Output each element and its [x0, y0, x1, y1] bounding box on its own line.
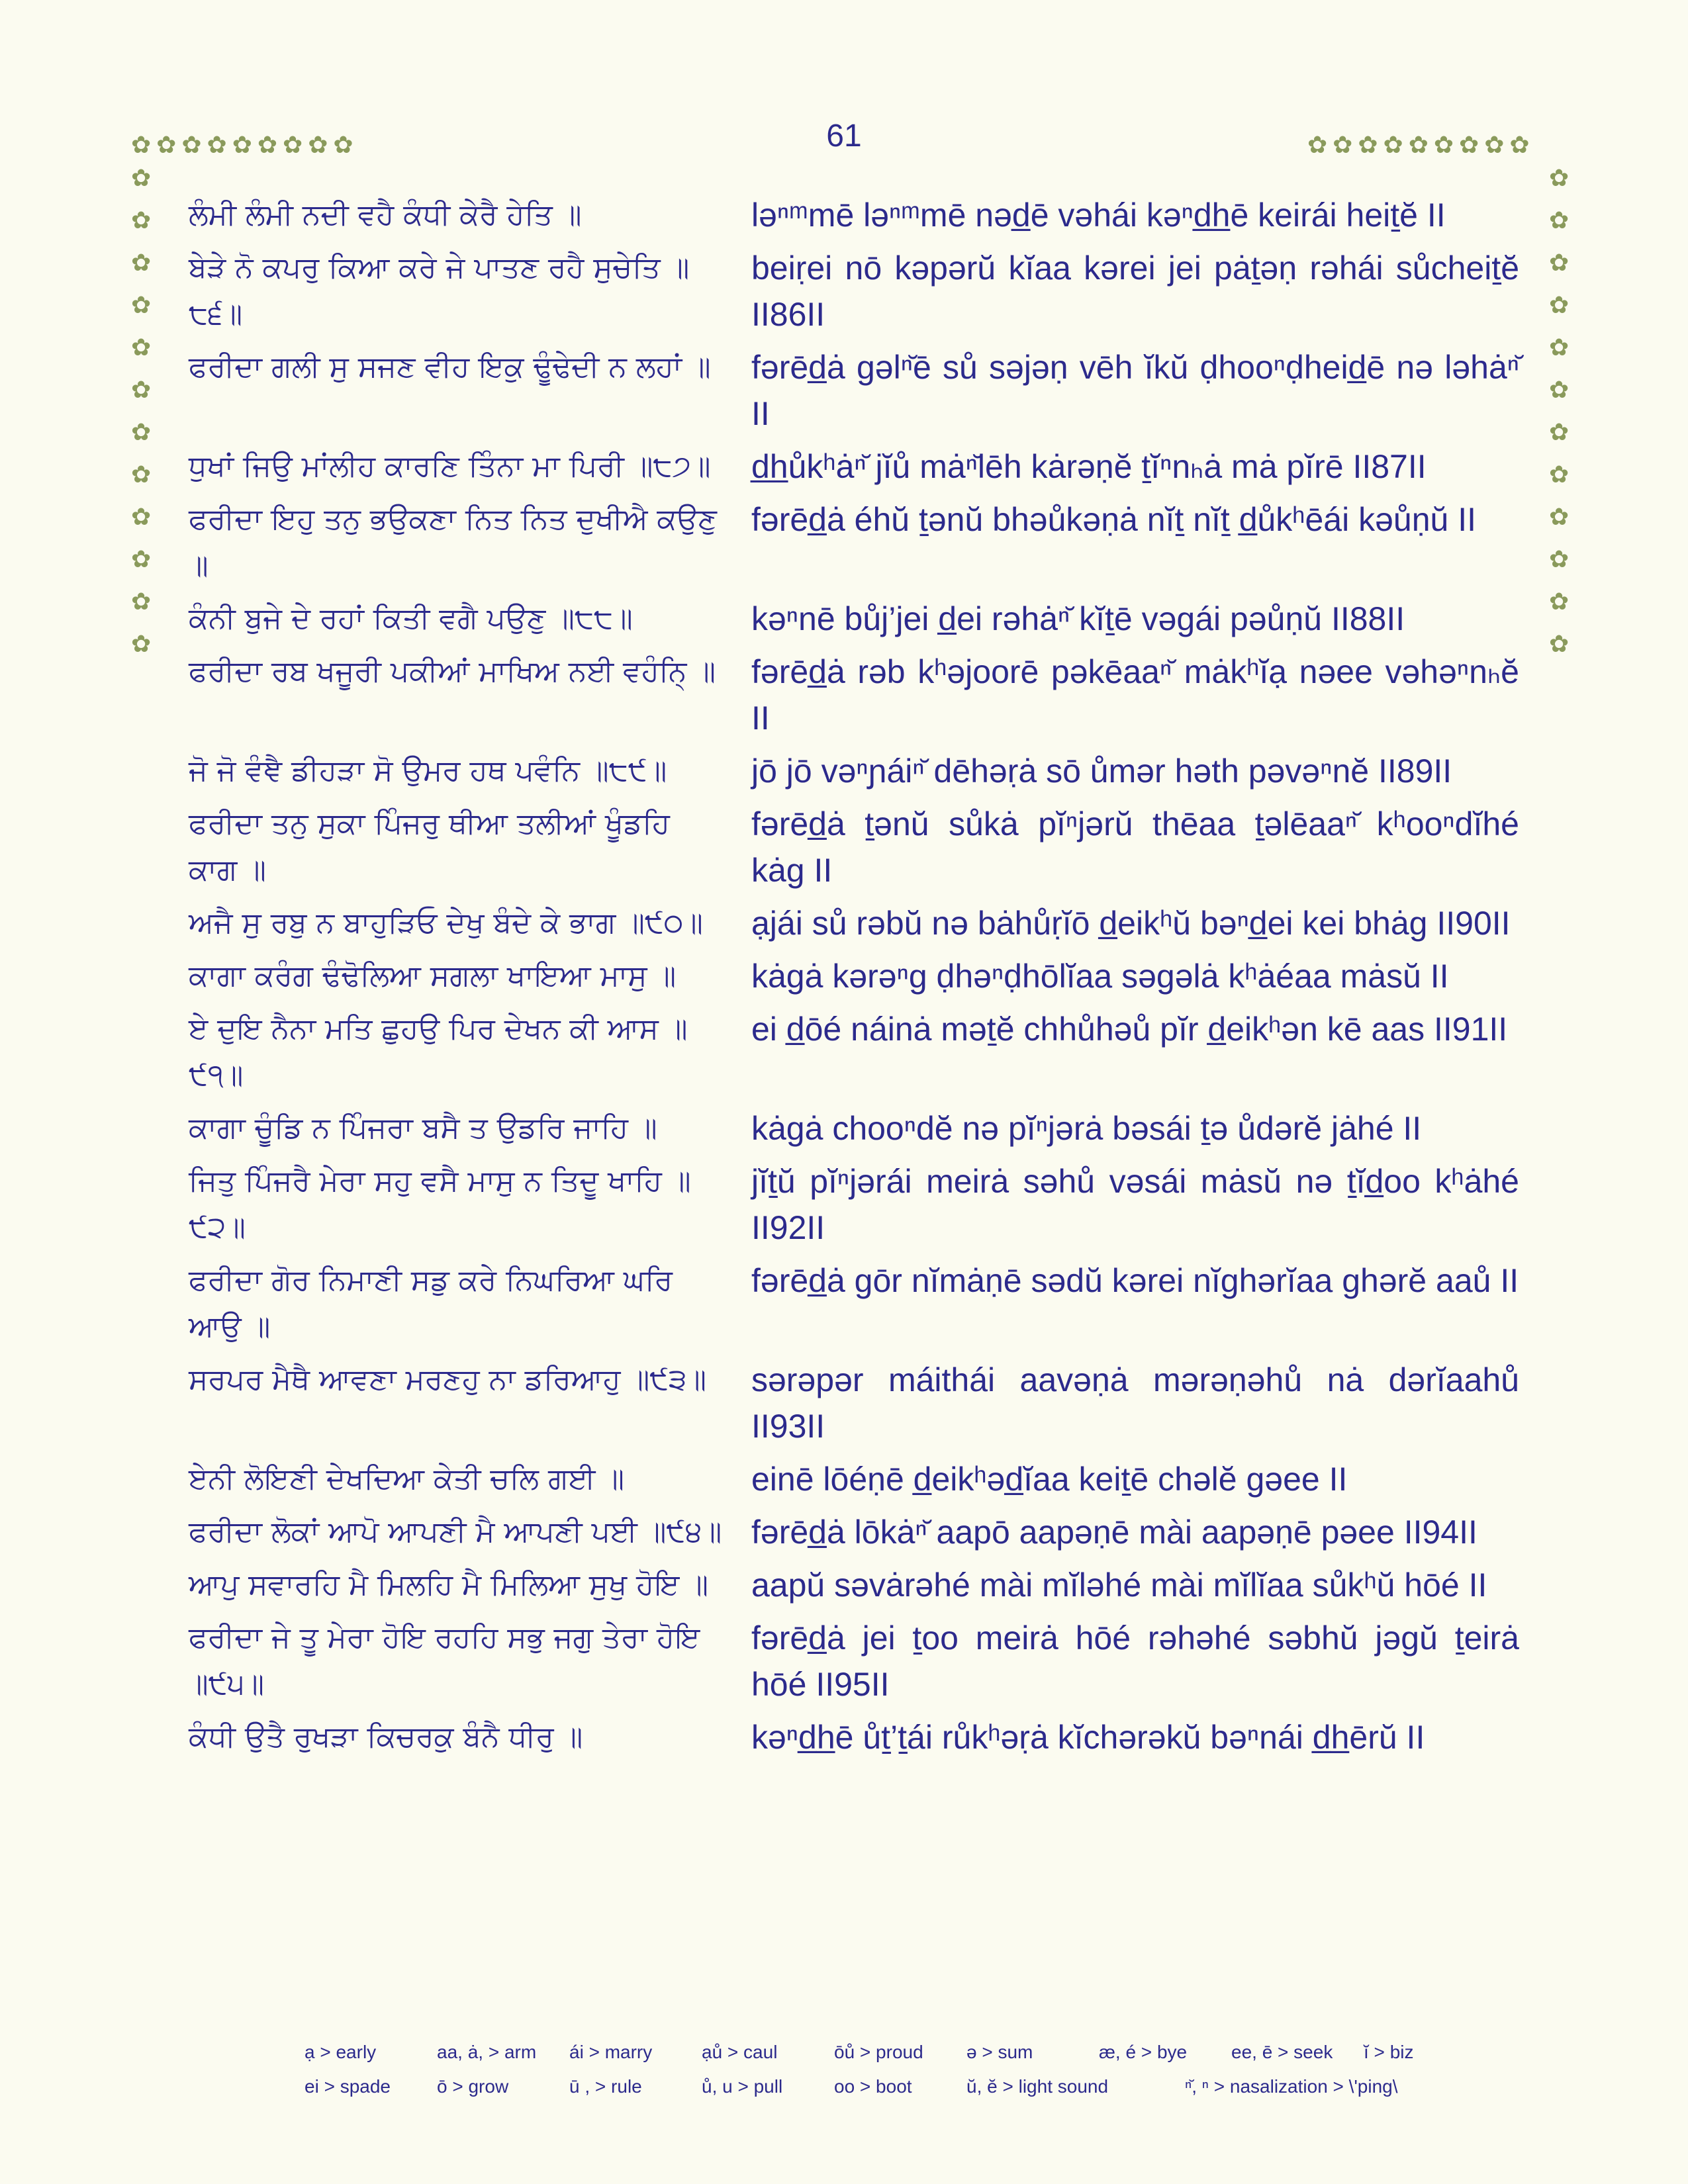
verse-row: [189, 596, 1519, 642]
flower-ornament-icon: ✿: [181, 132, 202, 159]
gurmukhi-line: ਜਿਤੁ ਪਿੰਜਰੈ ਮੇਰਾ ਸਹੁ ਵਸੈ ਮਾਸੁ ਨ ਤਿਦੂ ਖਾਹਿ ॥੯੨॥: [189, 1164, 691, 1244]
legend-item: ạů > caul: [702, 2042, 778, 2062]
flower-ornament-icon: ✿: [1549, 377, 1570, 404]
flower-ornament-icon: ✿: [1484, 132, 1505, 159]
flower-ornament-icon: ✿: [131, 631, 152, 658]
verse-list: [189, 192, 1519, 1767]
legend-item: ái > marry: [569, 2042, 653, 2062]
flower-ornament-icon: ✿: [1549, 631, 1570, 658]
gurmukhi-line: ਬੇੜੇ ਨੋ ਕਪਰੁ ਕਿਆ ਕਰੇ ਜੇ ਪਾਤਣ ਰਹੈ ਸੁਚੇਤਿ ॥੮੬॥: [189, 251, 690, 331]
legend-item: ōů > proud: [834, 2042, 923, 2062]
flower-ornament-icon: ✿: [1549, 292, 1570, 319]
flower-ornament-icon: ✿: [1549, 165, 1570, 192]
verse-row: [189, 748, 1519, 794]
left-ornament-border: [131, 165, 151, 658]
transliteration-line: fərēd̲ȧ lōkȧⁿ̆ aapō aapəṇē mài aapəṇē pəee II94II: [751, 1514, 1477, 1551]
legend-item: ů, u > pull: [702, 2076, 783, 2097]
transliteration-line: einē lōéṇē d̲eikʰəd̲ĭaa keiṯē chəlĕ gəee II: [751, 1461, 1348, 1498]
flower-ornament-icon: ✿: [333, 132, 353, 159]
flower-ornament-icon: ✿: [1549, 588, 1570, 615]
verse-row: [189, 1357, 1519, 1449]
top-left-ornament-border: [131, 132, 353, 159]
transliteration-line: jĭṯŭ pĭⁿjərái meirȧ səhů vəsái mȧsŭ nə ṯĭd̲oo kʰȧhé II92II: [751, 1163, 1519, 1246]
gurmukhi-line: ਕੰਨੀ ਬੁਜੇ ਦੇ ਰਹਾਂ ਕਿਤੀ ਵਗੈ ਪਉਣੁ ॥੮੮॥: [189, 602, 633, 635]
flower-ornament-icon: ✿: [131, 132, 152, 159]
gurmukhi-line: ਫਰੀਦਾ ਰਬ ਖਜੂਰੀ ਪਕੀਆਂ ਮਾਖਿਅ ਨਈ ਵਹੰਨਿ੍ ॥: [189, 655, 716, 688]
flower-ornament-icon: ✿: [131, 165, 152, 192]
flower-ornament-icon: ✿: [1549, 207, 1570, 234]
gurmukhi-line: ਫਰੀਦਾ ਜੇ ਤੂ ਮੇਰਾ ਹੋਇ ਰਹਹਿ ਸਭੁ ਜਗੁ ਤੇਰਾ ਹੋਇ ॥੯੫॥: [189, 1621, 700, 1701]
flower-ornament-icon: ✿: [1408, 132, 1429, 159]
legend-item: ə > sum: [966, 2042, 1033, 2062]
flower-ornament-icon: ✿: [131, 546, 152, 573]
verse-row: [189, 953, 1519, 999]
flower-ornament-icon: ✿: [1358, 132, 1378, 159]
gurmukhi-line: ਆਪੁ ਸਵਾਰਹਿ ਮੈ ਮਿਲਹਿ ਮੈ ਮਿਲਿਆ ਸੁਖੁ ਹੋਇ ॥: [189, 1568, 709, 1602]
legend-item: ĭ > biz: [1364, 2042, 1414, 2062]
verse-row: [189, 1105, 1519, 1152]
transliteration-line: kəⁿd̲h̲ē ůṯ’ṯái růkʰəṛȧ kĭchərəkŭ bəⁿnái d̲h̲ērŭ II: [751, 1719, 1425, 1756]
legend-item: oo > boot: [834, 2076, 912, 2097]
legend-item: æ, é > bye: [1099, 2042, 1188, 2062]
verse-row: [189, 1714, 1519, 1760]
pronunciation-legend: [305, 2042, 1529, 2111]
flower-ornament-icon: ✿: [156, 132, 177, 159]
gurmukhi-line: ਕਾਗਾ ਕਰੰਗ ਢੰਢੋਲਿਆ ਸਗਲਾ ਖਾਇਆ ਮਾਸੁ ॥: [189, 959, 677, 993]
flower-ornament-icon: ✿: [1333, 132, 1353, 159]
verse-row: [189, 1257, 1519, 1350]
verse-row: [189, 1456, 1519, 1502]
flower-ornament-icon: ✿: [1509, 132, 1530, 159]
flower-ornament-icon: ✿: [131, 504, 152, 531]
transliteration-line: fərēd̲ȧ ṯənŭ sůkȧ pĭⁿjərŭ thēaa ṯəlēaaⁿ̆ kʰooⁿdĭhé kȧg II: [751, 805, 1519, 889]
verse-row: [189, 900, 1519, 946]
flower-ornament-icon: ✿: [1549, 419, 1570, 446]
verse-row: [189, 1509, 1519, 1555]
flower-ornament-icon: ✿: [283, 132, 303, 159]
verse-row: [189, 1562, 1519, 1608]
flower-ornament-icon: ✿: [1307, 132, 1328, 159]
flower-ornament-icon: ✿: [131, 334, 152, 361]
gurmukhi-line: ਫਰੀਦਾ ਲੋਕਾਂ ਆਪੋ ਆਪਣੀ ਮੈ ਆਪਣੀ ਪਈ ॥੯੪॥: [189, 1515, 722, 1549]
gurmukhi-line: ਕਾਗਾ ਚੂੰਡਿ ਨ ਪਿੰਜਰਾ ਬਸੈ ਤ ਉਡਰਿ ਜਾਹਿ ॥: [189, 1111, 657, 1145]
transliteration-line: jō jō vəⁿɲáiⁿ̆ dēhəṛȧ sō ůmər həth pəvəⁿnĕ II89II: [751, 752, 1452, 790]
legend-item: ee, ē > seek: [1231, 2042, 1333, 2062]
legend-row: [305, 2042, 1529, 2063]
transliteration-line: fərēd̲ȧ éhŭ ṯənŭ bhəůkəṇȧ nĭṯ nĭṯ d̲ůkʰēái kəůṇŭ II: [751, 501, 1476, 538]
flower-ornament-icon: ✿: [1459, 132, 1479, 159]
verse-row: [189, 344, 1519, 437]
transliteration-line: beiṛei nō kəpərŭ kĭaa kərei jei pȧṯəṇ rəhái sůcheiṯĕ II86II: [751, 250, 1519, 333]
gurmukhi-line: ਸਰਪਰ ਮੈਥੈ ਆਵਣਾ ਮਰਣਹੁ ਨਾ ਡਰਿਆਹੁ ॥੯੩॥: [189, 1363, 707, 1396]
flower-ornament-icon: ✿: [1549, 461, 1570, 488]
transliteration-line: fərēd̲ȧ gəlⁿ̆ē sů səjəṇ vēh ĭkŭ ḍhooⁿḍheid̲ē nə ləhȧⁿ̆ II: [751, 349, 1519, 432]
transliteration-line: aapŭ səvȧrəhé mài mĭləhé mài mĭlĭaa sůkʰŭ hōé II: [751, 1567, 1487, 1604]
page-number: 61: [826, 118, 862, 154]
gurmukhi-line: ਕੰਧੀ ਉਤੈ ਰੁਖੜਾ ਕਿਚਰਕੁ ਬੰਨੈ ਧੀਰੁ ॥: [189, 1720, 583, 1754]
verse-row: [189, 1615, 1519, 1707]
gurmukhi-line: ਧੁਖਾਂ ਜਿਉ ਮਾਂਲੀਹ ਕਾਰਣਿ ਤਿੰਨਾ ਮਾ ਪਿਰੀ ॥੮੭॥: [189, 449, 711, 483]
legend-item: ei > spade: [305, 2076, 391, 2097]
flower-ornament-icon: ✿: [257, 132, 278, 159]
verse-row: [189, 1158, 1519, 1251]
transliteration-line: sərəpər máithái aavəṇȧ mərəṇəhů nȧ dərĭaahů II93II: [751, 1361, 1519, 1445]
flower-ornament-icon: ✿: [131, 419, 152, 446]
verse-row: [189, 192, 1519, 238]
legend-row: [305, 2076, 1529, 2097]
flower-ornament-icon: ✿: [1383, 132, 1403, 159]
flower-ornament-icon: ✿: [1549, 334, 1570, 361]
gurmukhi-line: ਜੋ ਜੋ ਵੰਞੈ ਡੀਹੜਾ ਸੋ ਉਮਰ ਹਥ ਪਵੰਨਿ ॥੮੯॥: [189, 754, 667, 788]
legend-item: ŭ, ĕ > light sound: [966, 2076, 1109, 2097]
flower-ornament-icon: ✿: [1549, 250, 1570, 277]
top-right-ornament-border: [1307, 132, 1530, 159]
gurmukhi-line: ਫਰੀਦਾ ਤਨੁ ਸੁਕਾ ਪਿੰਜਰੁ ਥੀਆ ਤਲੀਆਂ ਖੂੰਡਹਿ ਕਾਗ ॥: [189, 807, 670, 887]
transliteration-line: fərēd̲ȧ rəb kʰəjoorē pəkēaaⁿ̆ mȧkʰĭạ nəee vəhəⁿnₕĕ II: [751, 653, 1519, 737]
transliteration-line: kəⁿnē bůj’jei d̲ei rəhȧⁿ̆ kĭṯē vəgái pəůṇŭ II88II: [751, 600, 1405, 637]
transliteration-line: fərēd̲ȧ jei ṯoo meirȧ hōé rəhəhé səbhŭ jəgŭ ṯeirȧ hōé II95II: [751, 1619, 1519, 1703]
legend-item: aa, ȧ, > arm: [437, 2042, 537, 2062]
verse-row: [189, 245, 1519, 338]
flower-ornament-icon: ✿: [131, 292, 152, 319]
gurmukhi-line: ਫਰੀਦਾ ਇਹੁ ਤਨੁ ਭਉਕਣਾ ਨਿਤ ਨਿਤ ਦੁਖੀਐ ਕਉਣੁ ॥: [189, 502, 717, 582]
gurmukhi-line: ਲੰਮੀ ਲੰਮੀ ਨਦੀ ਵਹੈ ਕੰਧੀ ਕੇਰੈ ਹੇਤਿ ॥: [189, 198, 582, 232]
flower-ornament-icon: ✿: [1433, 132, 1454, 159]
gurmukhi-line: ਫਰੀਦਾ ਗਲੀ ਸੁ ਸਜਣ ਵੀਹ ਇਕੁ ਢੂੰਢੇਦੀ ਨ ਲਹਾਂ ॥: [189, 350, 711, 384]
transliteration-line: ạjái sů rəbŭ nə bȧhůṛĭō d̲eikʰŭ bəⁿd̲ei kei bhȧg II90II: [751, 905, 1511, 942]
flower-ornament-icon: ✿: [1549, 546, 1570, 573]
transliteration-line: kȧgȧ chooⁿdĕ nə pĭⁿjərȧ bəsái ṯə ůdərĕ jȧhé II: [751, 1110, 1422, 1147]
legend-item: ạ > early: [305, 2042, 377, 2062]
transliteration-line: fərēd̲ȧ gōr nĭmȧṇē sədŭ kərei nĭghərĭaa ghərĕ aaů II: [751, 1262, 1519, 1299]
verse-row: [189, 649, 1519, 741]
transliteration-line: ləⁿᵐmē ləⁿᵐmē nəd̲ē vəhái kəⁿd̲h̲ē keirái heiṯĕ II: [751, 197, 1446, 234]
legend-item: ⁿ̆, ⁿ > nasalization > \'ping\: [1185, 2076, 1398, 2097]
flower-ornament-icon: ✿: [131, 207, 152, 234]
transliteration-line: kȧgȧ kərəⁿg ḍhəⁿḍhōlĭaa səgəlȧ kʰȧéaa mȧsŭ II: [751, 958, 1449, 995]
legend-item: ō > grow: [437, 2076, 509, 2097]
gurmukhi-line: ਫਰੀਦਾ ਗੋਰ ਨਿਮਾਣੀ ਸਡੁ ਕਰੇ ਨਿਘਰਿਆ ਘਰਿ ਆਉ ॥: [189, 1263, 673, 1343]
verse-row: [189, 1006, 1519, 1099]
flower-ornament-icon: ✿: [131, 377, 152, 404]
flower-ornament-icon: ✿: [308, 132, 328, 159]
flower-ornament-icon: ✿: [232, 132, 252, 159]
gurmukhi-line: ਏਨੀ ਲੋਇਣੀ ਦੇਖਦਿਆ ਕੇਤੀ ਚਲਿ ਗਈ ॥: [189, 1462, 625, 1496]
flower-ornament-icon: ✿: [131, 250, 152, 277]
verse-row: [189, 496, 1519, 589]
right-ornament-border: [1549, 165, 1569, 658]
flower-ornament-icon: ✿: [207, 132, 227, 159]
legend-item: ū , > rule: [569, 2076, 642, 2097]
flower-ornament-icon: ✿: [131, 461, 152, 488]
verse-row: [189, 443, 1519, 490]
transliteration-line: d̲h̲ůkʰȧⁿ̆ jĭů mȧⁿ̆lēh kȧrəṇĕ ṯĭⁿnₕȧ mȧ pĭrē II87II: [751, 448, 1427, 485]
transliteration-line: ei d̲ōé náinȧ məṯĕ chhůhəů pĭr d̲eikʰən kē aas II91II: [751, 1011, 1508, 1048]
flower-ornament-icon: ✿: [131, 588, 152, 615]
verse-row: [189, 801, 1519, 893]
gurmukhi-line: ਏ ਦੁਇ ਨੈਨਾ ਮਤਿ ਛੁਹਉ ਪਿਰ ਦੇਖਨ ਕੀ ਆਸ ॥੯੧॥: [189, 1012, 688, 1092]
gurmukhi-line: ਅਜੈ ਸੁ ਰਬੁ ਨ ਬਾਹੁੜਿਓ ਦੇਖੁ ਬੰਦੇ ਕੇ ਭਾਗ ॥੯੦॥: [189, 906, 703, 940]
flower-ornament-icon: ✿: [1549, 504, 1570, 531]
